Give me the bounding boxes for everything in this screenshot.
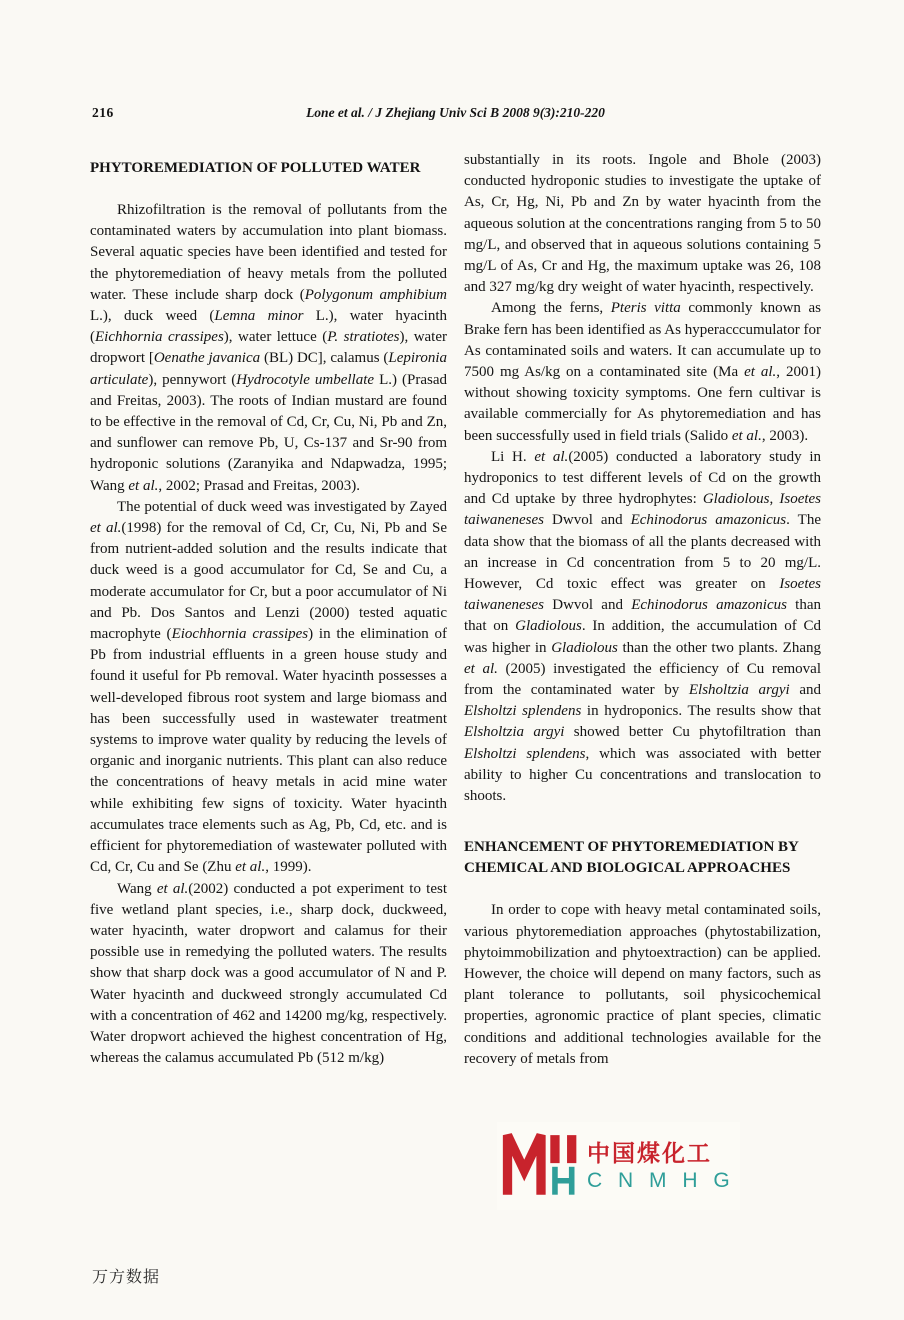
paragraph: Wang et al.(2002) conducted a pot experiment to test five wetland plant species, i.e., sharp dock, duckweed, water hyacinth, water dropwort and calamus for their possible use in remedying the polluted waters. The results show that sharp dock was a good accumulator of N and P. Water hyacinth and duckweed strongly accumulated Cd with a concentration of 462 and 14200 mg/kg, respectively. Water dropwort achieved the highest concentration of Hg, whereas the calamus accumulated Pb (512 m/kg) [90,880,447,1067]
paragraph: In order to cope with heavy metal contaminated soils, various phytoremediation approaches (phytostabilization, phytoimmobilization and phytoextraction) can be applied. However, the choice will depend on many factors, such as plant tolerance to pollutants, soil physicochemical properties, agronomic practice of plant species, climatic conditions and additional technologies available for the recovery of metals from [464,902,821,1067]
running-title: Lone et al. / J Zhejiang Univ Sci B 2008 9(3):210-220 [306,105,605,120]
paragraph: substantially in its roots. Ingole and Bhole (2003) conducted hydroponic studies to investigate the uptake of As, Cr, Hg, Ni, Pb and Zn by water hyacinth from the aqueous solution at the concentrations ranging from 5 to 50 mg/L, and observed that in aqueous solutions containing 5 mg/L of As, Cr and Hg, the maximum uptake was 26, 108 and 327 mg/kg dry weight of water hyacinth, respectively. [464,152,822,296]
watermark-chinese-text: 中国煤化工 [587,1140,712,1166]
page-number: 216 [92,105,114,120]
running-head [90,105,821,125]
paragraph: Rhizofiltration is the removal of pollutants from the contaminated waters by accumulation into plant biomass. Several aquatic species have been identified and tested for the phytoremediation of heavy metals from the polluted water. These include sharp dock (Polygonum amphibium L.), duck weed (Lemna minor L.), water hyacinth (Eichhornia crassipes), water lettuce (P. stratiotes), water dropwort [Oenathe javanica (BL) DC], calamus (Lepironia articulate), pennywort (Hydrocotyle umbellate L.) (Prasad and Freitas, 2003). The roots of Indian mustard are found to be effective in the removal of Cd, Cr, Cu, Ni, Pb and Zn, and sunflower can remove Pb, U, Cs-137 and Sr-90 from hydroponic solutions (Zaranyika and Ndapwadza, 1995; Wang et al., 2002; Prasad and Freitas, 2003). [90,202,447,494]
watermark-logo [497,1122,740,1210]
cnmhg-monogram-icon [501,1128,581,1205]
paragraph: Among the ferns, Pteris vitta commonly known as Brake fern has been identified as As hyperacccumulator for As contaminated soils and waters. It can accumulate up to 7500 mg As/kg on a contaminated site (Ma et al., 2001) without showing toxicity symptoms. One fern cultivar is available commercially for As phytoremediation and has been successfully used in field trials (Salido et al., 2003). [464,300,821,444]
paragraph: The potential of duck weed was investigated by Zayed et al.(1998) for the removal of Cd, Cr, Cu, Ni, Pb and Se from nutrient-added solution and the results indicate that duck weed is a good accumulator for Cd, Se and Cu, a moderate accumulator for Cr, but a poor accumulator of Ni and Pb. Dos Santos and Lenzi (2000) tested aquatic macrophyte (Eiochhornia crassipes) in the elimination of Pb from industrial effluents in a green house study and found it useful for Pb removal. Water hyacinth possesses a well-developed fibrous root system and large biomass and has been successfully used in wastewater treatment systems to improve water quality by reducing the levels of organic and inorganic nutrients. This plant can also reduce the concentrations of heavy metals in acid mine water while exhibiting few signs of toxicity. Water hyacinth accumulates trace elements such as Ag, Pb, Cd, etc. and is efficient for phytoremediation of wastewater polluted with Cd, Cr, Cu and Se (Zhu et al., 1999). [90,498,447,876]
left-column [90,150,447,1070]
right-column [464,150,821,1070]
watermark-latin-text: C N M H G [587,1168,735,1192]
two-column-body [90,150,821,1070]
wanfang-data-mark: 万方数据 [92,1269,161,1286]
watermark-text [587,1142,735,1191]
section-heading: ENHANCEMENT OF PHYTOREMEDIATION BY CHEMICAL AND BIOLOGICAL APPROACHES [464,839,799,877]
paragraph: Li H. et al.(2005) conducted a laboratory study in hydroponics to test different levels of Cd on the growth and Cd uptake by three hydrophytes: Gladiolous, Isoetes taiwaneneses Dwvol and Echinodorus amazonicus. The data show that the biomass of all the plants decreased with an increase in Cd concentration from 5 to 20 mg/L. However, Cd toxic effect was greater on Isoetes taiwaneneses Dwvol and Echinodorus amazonicus than that on Gladiolous. In addition, the accumulation of Cd was higher in Gladiolous than the other two plants. Zhang et al. (2005) investigated the efficiency of Cu removal from the contaminated water by Elsholtzia argyi and Elsholtzi splendens in hydroponics. The results show that Elsholtzia argyi showed better Cu phytofiltration than Elsholtzi splendens, which was associated with better ability to higher Cu concentrations and translocation to shoots. [464,448,822,805]
section-heading: PHYTOREMEDIATION OF POLLUTED WATER [90,160,421,176]
